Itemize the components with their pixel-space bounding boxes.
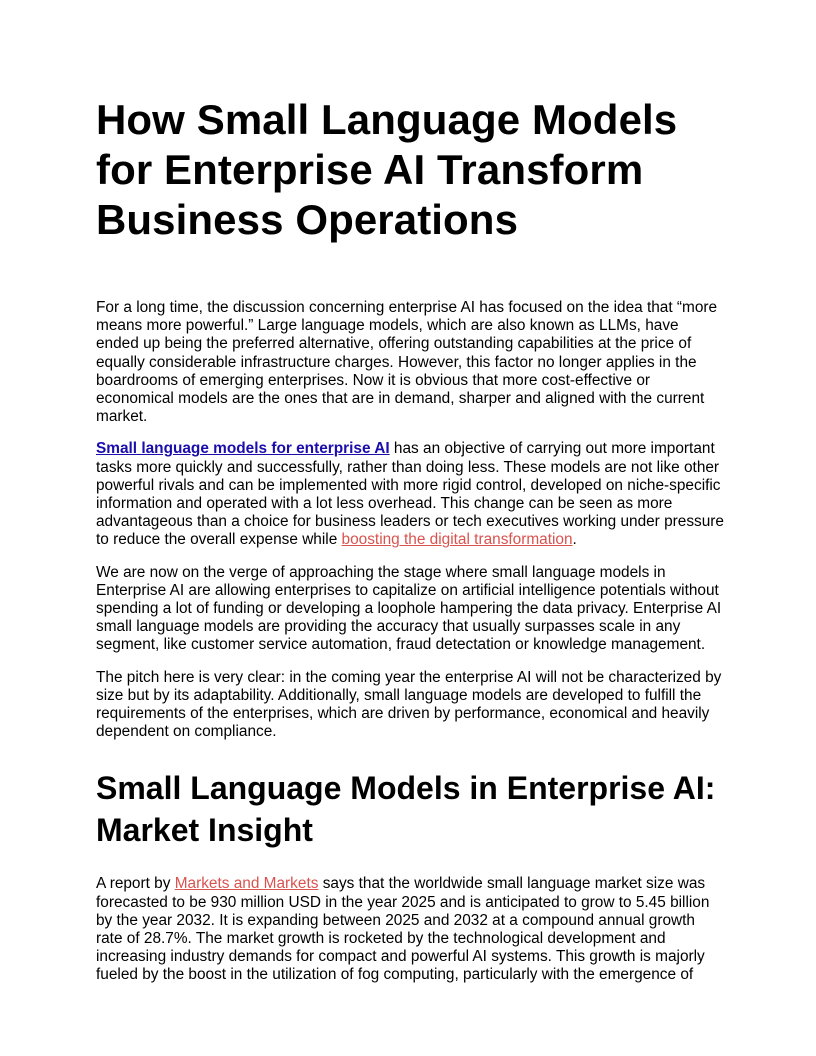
market-report-text: says that the worldwide small language market size was forecasted to be 930 million USD in the year 2025 and is anticipated to grow to 5.45 billion by the year 2032. It is expanding between 2025 and 2032 at a compound annual growth rate of 28.7%. The market growth is rocketed by the technological development and increasing industry demands for compact and powerful AI systems. This growth is majorly fueled by the boost in the utilization of fog computing, particularly with the emergence of bbox=[96, 875, 710, 984]
page-title: How Small Language Models for Enterprise AI Transform Business Operations bbox=[96, 96, 678, 243]
slm-paragraph-text: has an objective of carrying out more important tasks more quickly and successfully, rather than doing less. These models are not like other powerful rivals and can be implemented with more rigid control, developed on niche-specific information and operated with a lot less overhead. This change can be seen as more advantageous than a choice for business leaders or tech executives working under pressure to reduce the overall expense while bbox=[96, 440, 724, 549]
verge-paragraph: We are now on the verge of approaching the stage where small language models in Enterprise AI are allowing enterprises to capitalize on artificial intelligence potentials without spending a lot of funding or developing a loophole hampering the data privacy. Enterprise AI small language models are providing the accuracy that usually surpasses scale in any segment, like customer service automation, fraud detectation or knowledge management. bbox=[96, 563, 722, 654]
slm-paragraph-end: . bbox=[572, 531, 577, 549]
digital-transformation-link[interactable]: boosting the digital transformation bbox=[341, 531, 573, 549]
intro-paragraph: For a long time, the discussion concerning enterprise AI has focused on the idea that “more means more powerful.” Large language models, which are also known as LLMs, have ended up being the preferred alternative, offering outstanding capabilities at the price of equally considerable infrastructure charges. However, this factor no longer applies in the boardrooms of emerging enterprises. Now it is obvious that more cost-effective or economical models are the ones that are in demand, sharper and aligned with the current market. bbox=[96, 299, 718, 426]
pitch-paragraph: The pitch here is very clear: in the coming year the enterprise AI will not be characterized by size but by its adaptability. Additionally, small language models are developed to fulfill the requirements of the enterprises, which are driven by performance, economical and heavily dependent on compliance. bbox=[96, 668, 722, 741]
slm-enterprise-ai-link[interactable]: Small language models for enterprise AI bbox=[96, 440, 390, 458]
market-report-paragraph bbox=[96, 875, 724, 984]
market-report-intro: A report by bbox=[96, 875, 175, 893]
slm-paragraph bbox=[96, 440, 724, 549]
section-heading: Small Language Models in Enterprise AI: Market Insight bbox=[96, 770, 716, 849]
markets-and-markets-link[interactable]: Markets and Markets bbox=[174, 875, 319, 893]
document-page bbox=[96, 0, 724, 985]
